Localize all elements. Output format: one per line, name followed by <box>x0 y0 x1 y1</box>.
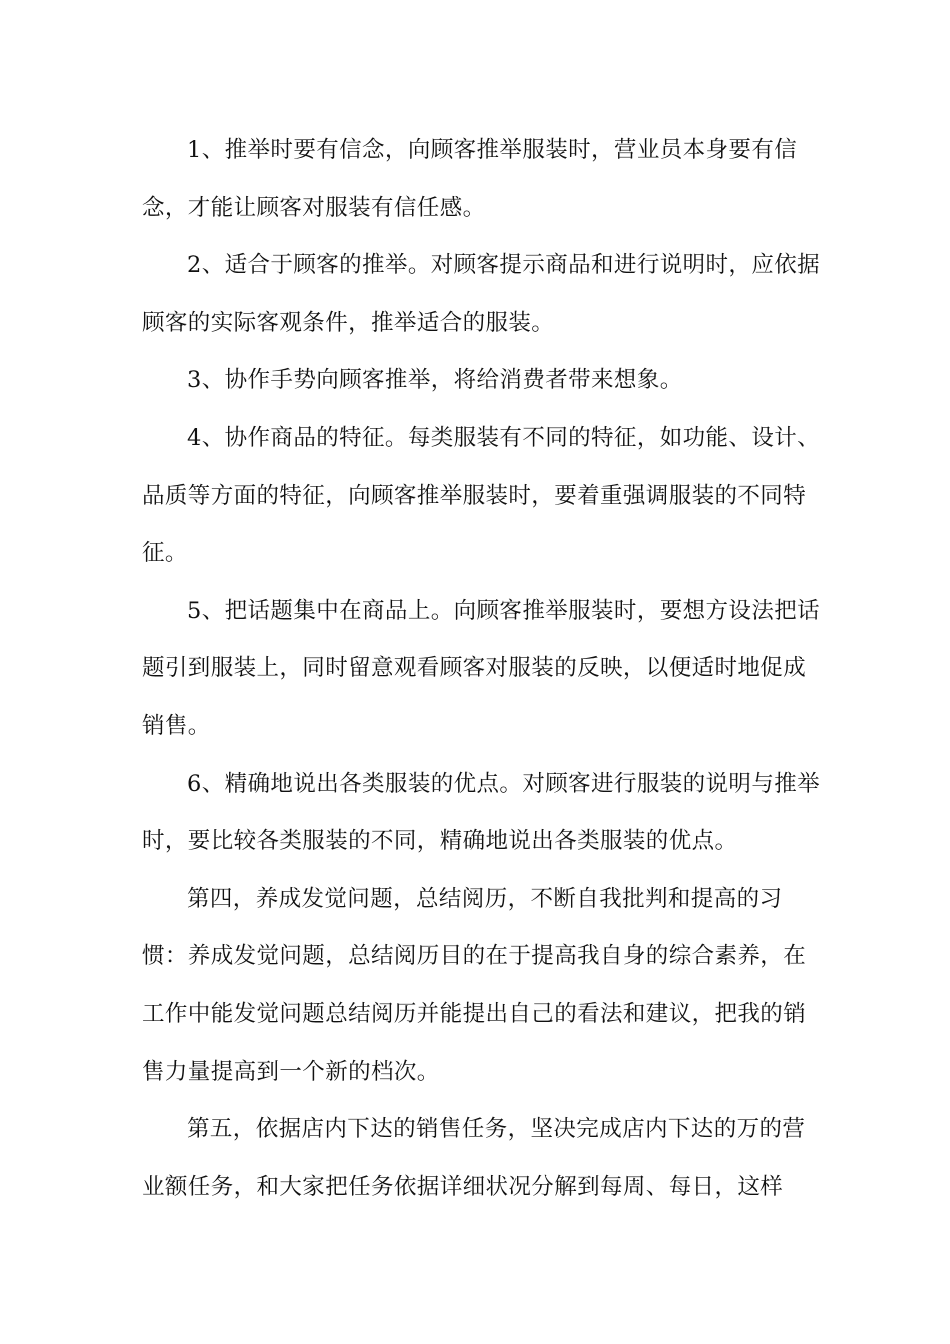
paragraph-item-3: 3、协作手势向顾客推举，将给消费者带来想象。 <box>187 367 683 394</box>
paragraph-item-1: 1、推举时要有信念，向顾客推举服装时，营业员本身要有信念，才能让顾客对服装有信任感。 <box>142 137 798 221</box>
document-body <box>142 122 822 1216</box>
paragraph-fifth: 第五，依据店内下达的销售任务，坚决完成店内下达的万的营业额任务，和大家把任务依据详细状况分解到每周、每日，这样 <box>142 1116 806 1200</box>
paragraph-item-4: 4、协作商品的特征。每类服装有不同的特征，如功能、设计、品质等方面的特征，向顾客推举服装时，要着重强调服装的不同特征。 <box>142 424 821 567</box>
paragraph-item-5: 5、把话题集中在商品上。向顾客推举服装时，要想方设法把话题引到服装上，同时留意观看顾客对服装的反映，以便适时地促成销售。 <box>142 597 821 739</box>
paragraph-item-6: 6、精确地说出各类服装的优点。对顾客进行服装的说明与推举时，要比较各类服装的不同，精确地说出各类服装的优点。 <box>142 770 821 855</box>
paragraph-item-2: 2、适合于顾客的推举。对顾客提示商品和进行说明时，应依据顾客的实际客观条件，推举适合的服装。 <box>142 252 821 336</box>
paragraph-fourth: 第四，养成发觉问题，总结阅历，不断自我批判和提高的习惯：养成发觉问题，总结阅历目的在于提高我自身的综合素养，在工作中能发觉问题总结阅历并能提出自己的看法和建议，把我的销售力量提高到一个新的档次。 <box>142 885 807 1085</box>
